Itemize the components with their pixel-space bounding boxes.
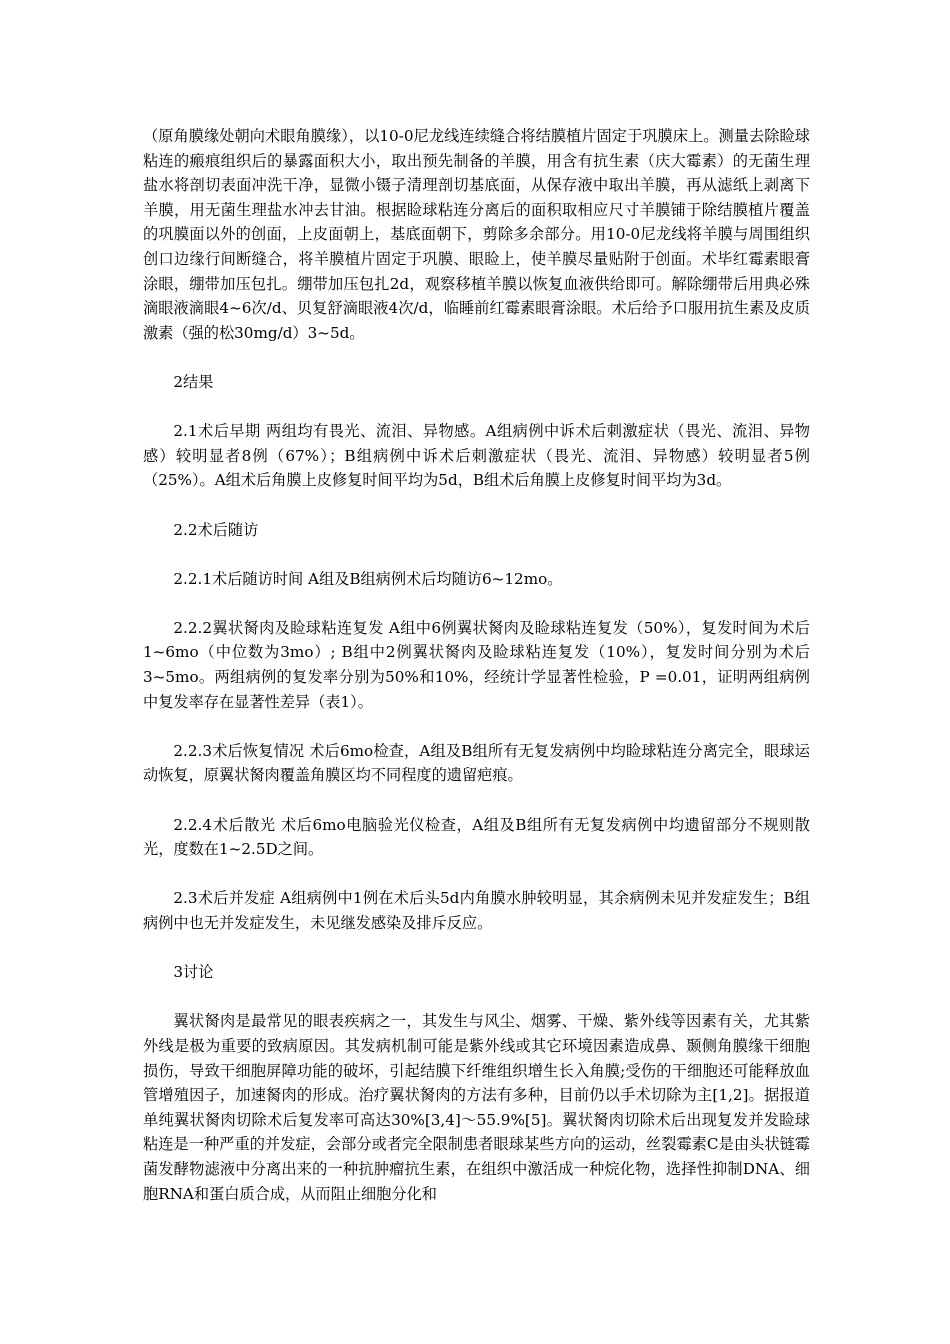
results-2-1-paragraph: 2.1术后早期 两组均有畏光、流泪、异物感。A组病例中诉术后刺激症状（畏光、流泪、异物感）较明显者8例（67%）；B组病例中诉术后刺激症状（畏光、流泪、异物感）较明显者5例（25%）。A组术后角膜上皮修复时间平均为5d，B组术后角膜上皮修复时间平均为3d。 (143, 422, 810, 490)
paragraph-spacer (143, 714, 810, 739)
subsection-heading-followup: 2.2术后随访 (173, 520, 259, 539)
paragraph-spacer (143, 395, 810, 420)
paragraph-spacer (143, 345, 810, 370)
paragraph-spacer (143, 542, 810, 567)
paragraph-spacer (143, 493, 810, 518)
paragraph-spacer (143, 591, 810, 616)
section-heading-discussion: 3讨论 (173, 963, 214, 982)
results-2-2-4-paragraph: 2.2.4术后散光 术后6mo电脑验光仪检查，A组及B组所有无复发病例中均遗留部分不规则散光，度数在1~2.5D之间。 (143, 815, 810, 859)
discussion-paragraph: 翼状胬肉是最常见的眼表疾病之一，其发生与风尘、烟雾、干燥、紫外线等因素有关，尤其紫外线是极为重要的致病原因。其发病机制可能是紫外线或其它环境因素造成鼻、颞侧角膜缘干细胞损伤，导致干细胞屏障功能的破坏，引起结膜下纤维组织增生长入角膜;受伤的干细胞还可能释放血管增殖因子，加速胬肉的形成。治疗翼状胬肉的方法有多种，目前仍以手术切除为主[1,2]。据报道单纯翼状胬肉切除术后复发率可高达30%[3,4]～55.9%[5]。翼状胬肉切除术后出现复发并发睑球粘连是一种严重的并发症，会部分或者完全限制患者眼球某些方向的运动，丝裂霉素C是由头状链霉菌发酵物滤液中分离出来的一种抗肿瘤抗生素，在组织中激活成一种烷化物，选择性抑制DNA、细胞RNA和蛋白质合成，从而阻止细胞分化和 (143, 1012, 810, 1203)
paragraph-spacer (143, 862, 810, 887)
paragraph-spacer (143, 985, 810, 1010)
section-heading-results: 2结果 (173, 372, 214, 391)
paragraph-spacer (143, 788, 810, 813)
results-2-2-3-paragraph: 2.2.3术后恢复情况 术后6mo检查，A组及B组所有无复发病例中均睑球粘连分离完全，眼球运动恢复，原翼状胬肉覆盖角膜区均不同程度的遗留疤痕。 (143, 741, 810, 785)
document-page (143, 124, 810, 1206)
procedure-paragraph: （原角膜缘处朝向术眼角膜缘），以10-0尼龙线连续缝合将结膜植片固定于巩膜床上。测量去除睑球粘连的瘢痕组织后的暴露面积大小，取出预先制备的羊膜，用含有抗生素（庆大霉素）的无菌生理盐水将剖切表面冲洗干净，显微小镊子清理剖切基底面，从保存液中取出羊膜，再从滤纸上剥离下羊膜，用无菌生理盐水冲去甘油。根据睑球粘连分离后的面积取相应尺寸羊膜铺于除结膜植片覆盖的巩膜面以外的创面，上皮面朝上，基底面朝下，剪除多余部分。用10-0尼龙线将羊膜与周围组织创口边缘行间断缝合，将羊膜植片固定于巩膜、眼睑上，使羊膜尽量贴附于创面。术毕红霉素眼膏涂眼，绷带加压包扎。绷带加压包扎2d，观察移植羊膜以恢复血液供给即可。解除绷带后用典必殊滴眼液滴眼4~6次/d、贝复舒滴眼液4次/d，临睡前红霉素眼膏涂眼。术后给予口服用抗生素及皮质激素（强的松30mg/d）3~5d。 (143, 127, 810, 342)
results-2-2-2-paragraph: 2.2.2翼状胬肉及睑球粘连复发 A组中6例翼状胬肉及睑球粘连复发（50%），复发时间为术后1~6mo（中位数为3mo）; B组中2例翼状胬肉及睑球粘连复发（10%），复发时间分别为术后3~5mo。两组病例的复发率分别为50%和10%，经统计学显著性检验，P =0.01，证明两组病例中复发率存在显著性差异（表1）。 (143, 618, 810, 711)
results-2-3-paragraph: 2.3术后并发症 A组病例中1例在术后头5d内角膜水肿较明显，其余病例未见并发症发生；B组病例中也无并发症发生，未见继发感染及排斥反应。 (143, 889, 810, 932)
paragraph-spacer (143, 936, 810, 961)
results-2-2-1-paragraph: 2.2.1术后随访时间 A组及B组病例术后均随访6~12mo。 (173, 569, 563, 588)
